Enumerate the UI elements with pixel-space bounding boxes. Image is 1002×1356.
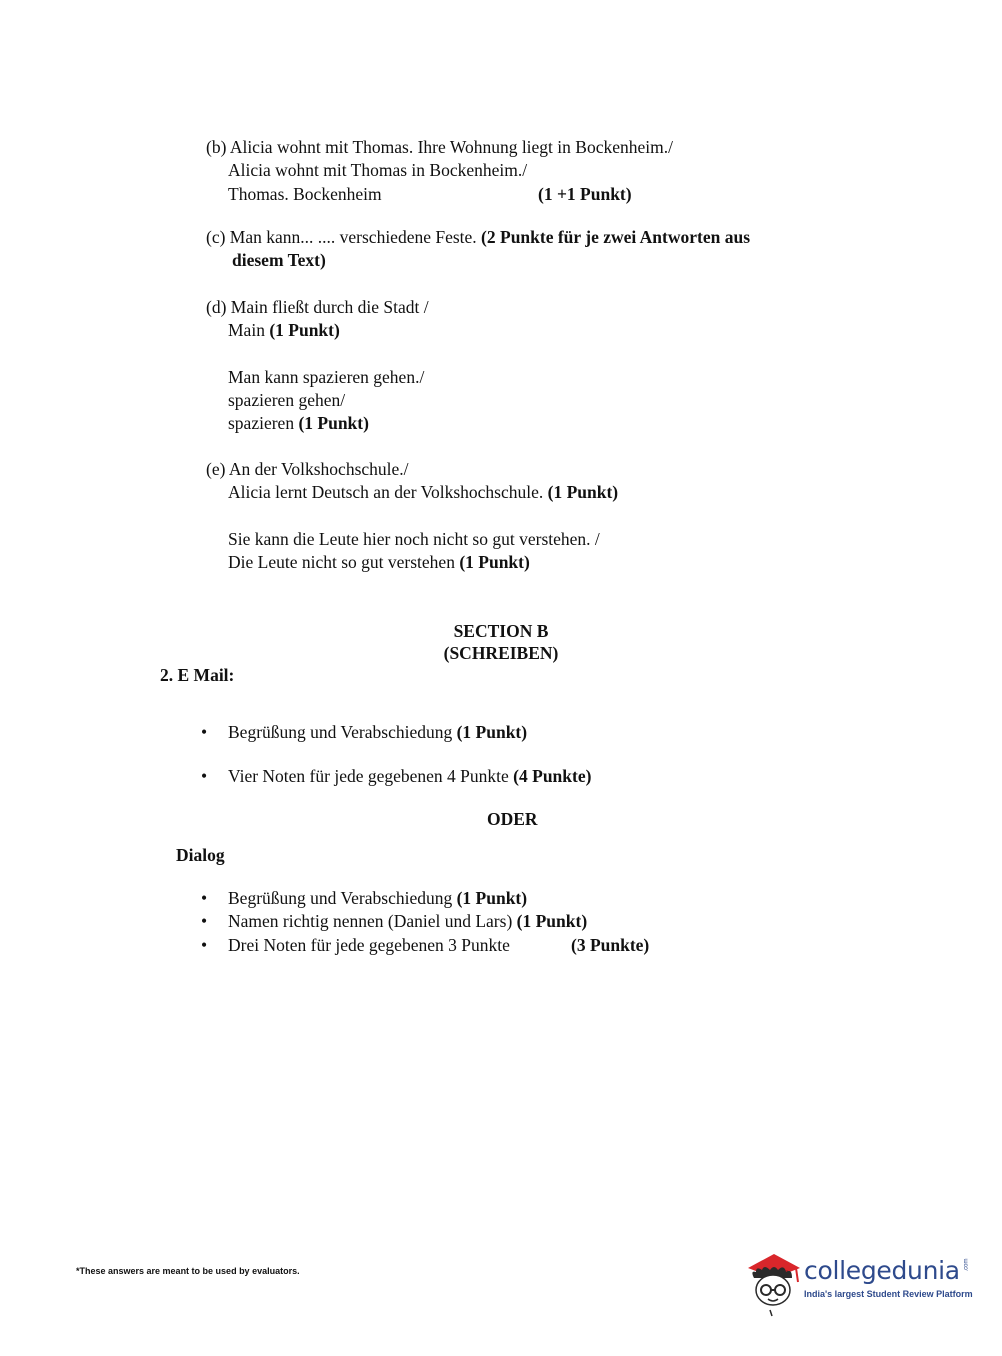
dialog-item xyxy=(228,887,527,909)
email-item-points: (4 Punkte) xyxy=(513,766,592,786)
oder-heading: ODER xyxy=(487,809,538,829)
answer-e-line4-points: (1 Punkt) xyxy=(459,552,530,572)
answer-e-line4 xyxy=(228,551,530,573)
bullet-icon: • xyxy=(201,888,208,908)
answer-d-line2-points: (1 Punkt) xyxy=(269,320,340,340)
dialog-item xyxy=(228,910,587,932)
answer-c-line1 xyxy=(206,226,750,248)
dialog-item-text: Namen richtig nennen (Daniel und Lars) xyxy=(228,911,517,931)
answer-e-line2-text: Alicia lernt Deutsch an der Volkshochschule. xyxy=(228,482,548,502)
answer-e-line4-text: Die Leute nicht so gut verstehen xyxy=(228,552,460,572)
section-subtitle: (SCHREIBEN) xyxy=(443,643,559,663)
answer-e-line2-points: (1 Punkt) xyxy=(547,482,619,502)
answer-e-line2 xyxy=(228,481,618,503)
footer-note: *These answers are meant to be used by evaluators. xyxy=(76,1266,300,1276)
dialog-heading: Dialog xyxy=(176,845,225,865)
section-title: SECTION B xyxy=(453,621,549,641)
answer-c-points: (2 Punkte für je zwei Antworten aus xyxy=(481,227,751,247)
answer-b-line2: Alicia wohnt mit Thomas in Bockenheim./ xyxy=(228,160,528,180)
answer-d-line3: Man kann spazieren gehen./ xyxy=(228,367,425,387)
bullet-icon: • xyxy=(201,935,208,955)
answer-e-line1: (e) An der Volkshochschule./ xyxy=(206,459,409,479)
dialog-item-points: (3 Punkte) xyxy=(571,935,650,955)
answer-c-line2: diesem Text) xyxy=(232,250,326,270)
dialog-item-points: (1 Punkt) xyxy=(516,911,588,931)
logo-com: .com xyxy=(963,1258,970,1272)
question-heading: 2. E Mail: xyxy=(160,665,235,685)
email-item-points: (1 Punkt) xyxy=(456,722,528,742)
answer-d-line1: (d) Main fließt durch die Stadt / xyxy=(206,297,429,317)
email-item xyxy=(228,721,527,743)
answer-b-line1: (b) Alicia wohnt mit Thomas. Ihre Wohnung liegt in Bockenheim./ xyxy=(206,137,673,157)
answer-b-line3: Thomas. Bockenheim xyxy=(228,184,382,204)
dialog-item-text: Drei Noten für jede gegebenen 3 Punkte xyxy=(228,935,510,955)
email-item-text: Begrüßung und Verabschiedung xyxy=(228,722,457,742)
answer-b-points: (1 +1 Punkt) xyxy=(538,184,632,204)
bullet-icon: • xyxy=(201,911,208,931)
answer-c-text: (c) Man kann... .... verschiedene Feste. xyxy=(206,227,482,247)
answer-d-line5-text: spazieren xyxy=(228,413,299,433)
email-item-text: Vier Noten für jede gegebenen 4 Punkte xyxy=(228,766,514,786)
answer-d-line4: spazieren gehen/ xyxy=(228,390,346,410)
student-mascot-icon xyxy=(742,1248,804,1318)
answer-d-line5 xyxy=(228,412,369,434)
bullet-icon: • xyxy=(201,766,208,786)
answer-e-line3: Sie kann die Leute hier noch nicht so gut verstehen. / xyxy=(228,529,600,549)
dialog-item-text: Begrüßung und Verabschiedung xyxy=(228,888,457,908)
dialog-item-points: (1 Punkt) xyxy=(456,888,528,908)
answer-d-line2 xyxy=(228,319,340,341)
dialog-item xyxy=(228,934,510,956)
email-item xyxy=(228,765,591,787)
answer-d-line2-text: Main xyxy=(228,320,270,340)
bullet-icon: • xyxy=(201,722,208,742)
collegedunia-logo[interactable] xyxy=(742,1248,972,1318)
logo-wordmark: collegedunia xyxy=(804,1256,960,1285)
logo-tagline: India's largest Student Review Platform xyxy=(804,1289,973,1299)
answer-d-line5-points: (1 Punkt) xyxy=(298,413,369,433)
